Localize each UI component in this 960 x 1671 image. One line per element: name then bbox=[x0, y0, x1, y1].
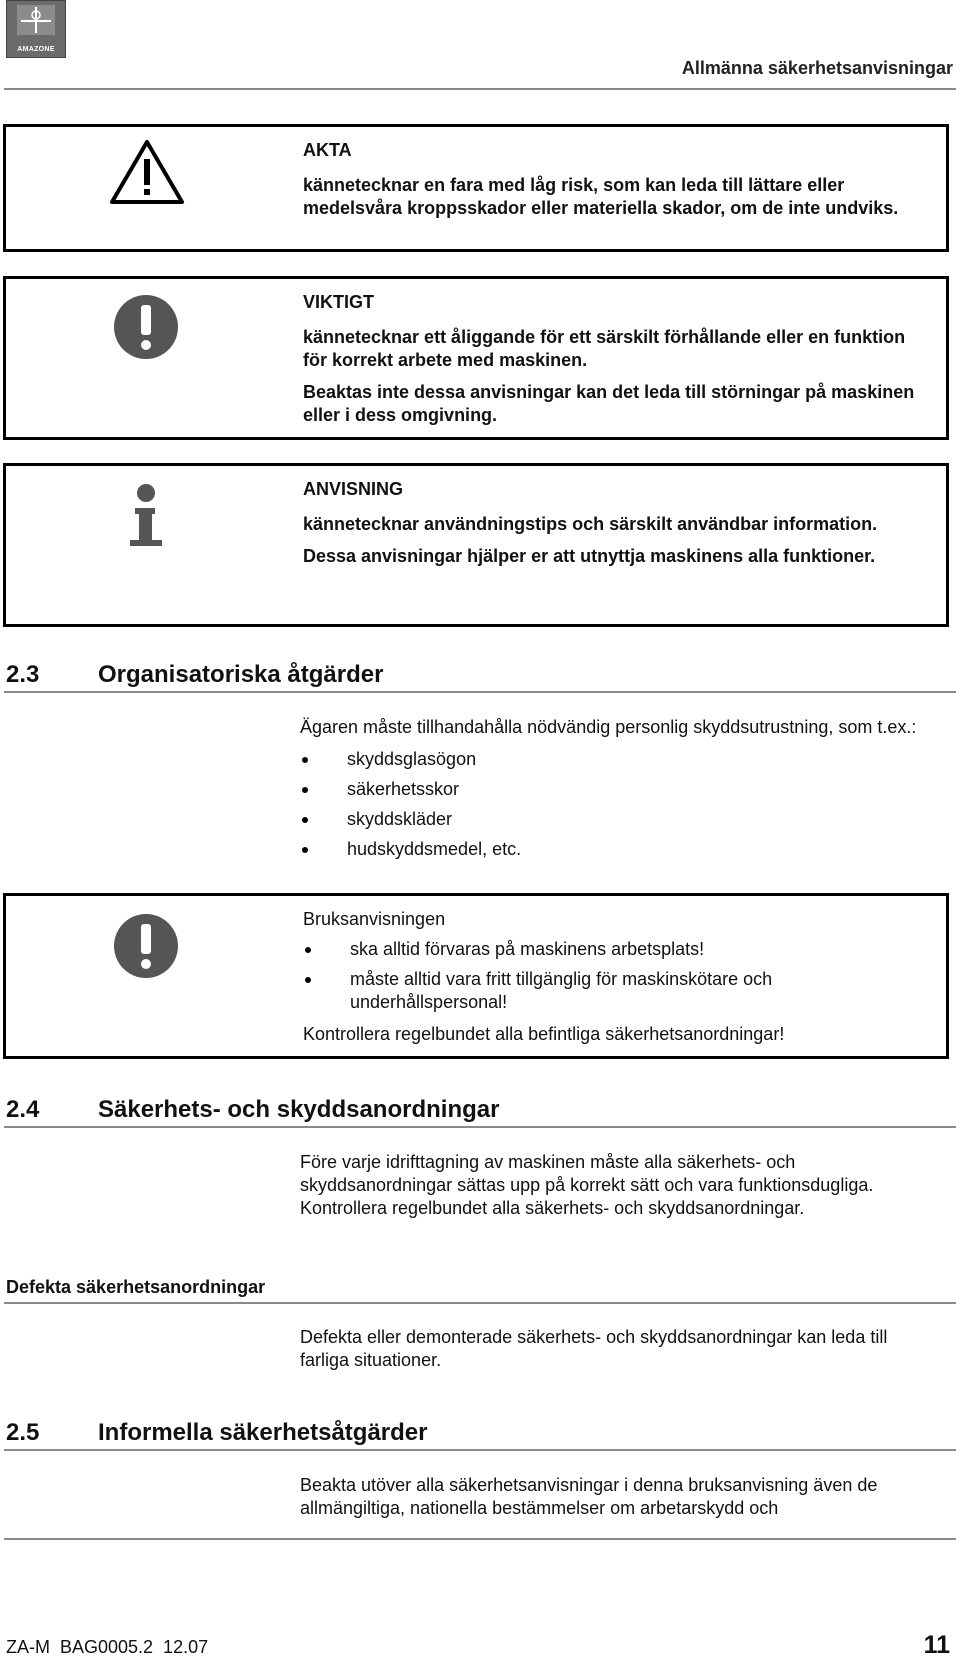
list-item: säkerhetsskor bbox=[300, 778, 940, 801]
caution-heading: AKTA bbox=[303, 140, 352, 160]
section-2-3-title bbox=[6, 661, 383, 689]
section-number: 2.4 bbox=[6, 1096, 40, 1123]
section-2-3-body bbox=[300, 716, 940, 861]
section-2-4-text: Före varje idrifttagning av maskinen måste alla säkerhets- och skyddsanordningar sättas upp på korrekt sätt och vara funktionsdugliga. Kontrollera regelbundet alla säkerhets- och skyddsanordningar. bbox=[300, 1152, 874, 1218]
info-icon bbox=[128, 484, 164, 553]
header-divider bbox=[4, 88, 956, 90]
section-divider bbox=[4, 691, 956, 693]
defective-devices-text: Defekta eller demonterade säkerhets- och skyddsanordningar kan leda till farliga situationer. bbox=[300, 1327, 888, 1370]
list-item: måste alltid vara fritt tillgänglig för maskinskötare och underhållspersonal! bbox=[303, 968, 926, 1014]
ppe-list bbox=[300, 748, 940, 861]
manual-intro: Bruksanvisningen bbox=[303, 909, 446, 929]
page-header-title: Allmänna säkerhetsanvisningar bbox=[681, 58, 953, 78]
note-text-2: Dessa anvisningar hjälper er att utnyttja maskinens alla funktioner. bbox=[303, 546, 876, 566]
note-box bbox=[3, 463, 949, 627]
defective-devices-body bbox=[300, 1326, 940, 1372]
list-item: hudskyddsmedel, etc. bbox=[300, 838, 940, 861]
list-item: skyddskläder bbox=[300, 808, 940, 831]
footer-doc-code: ZA-M BAG0005.2 12.07 bbox=[6, 1637, 209, 1657]
exclamation-circle-icon bbox=[112, 912, 180, 985]
section-number: 2.3 bbox=[6, 661, 40, 688]
section-title-text: Informella säkerhetsåtgärder bbox=[98, 1419, 428, 1446]
logo-emblem-icon bbox=[7, 1, 65, 41]
page-number: 11 bbox=[923, 1631, 950, 1659]
section-title-text: Organisatoriska åtgärder bbox=[98, 661, 384, 688]
caution-text: kännetecknar en fara med låg risk, som kan leda till lättare eller medelsvåra kroppsskador eller materiella skador, om de inte undviks. bbox=[303, 175, 899, 218]
section-2-5-title bbox=[6, 1419, 427, 1447]
section-2-4-body bbox=[300, 1151, 940, 1220]
section-divider bbox=[4, 1126, 956, 1128]
note-heading: ANVISNING bbox=[303, 479, 404, 499]
important-text-2: Beaktas inte dessa anvisningar kan det leda till störningar på maskinen eller i dess omgivning. bbox=[303, 382, 915, 425]
section-number: 2.5 bbox=[6, 1419, 40, 1446]
list-item: skyddsglasögon bbox=[300, 748, 940, 771]
caution-box bbox=[3, 124, 949, 252]
sub-divider bbox=[4, 1302, 956, 1304]
section-title-text: Säkerhets- och skyddsanordningar bbox=[98, 1096, 500, 1123]
warning-triangle-icon bbox=[109, 139, 185, 210]
amazone-logo bbox=[6, 0, 66, 58]
exclamation-circle-icon bbox=[112, 293, 180, 366]
section-divider bbox=[4, 1449, 956, 1451]
list-item: ska alltid förvaras på maskinens arbetsplats! bbox=[303, 938, 926, 961]
note-text-1: kännetecknar användningstips och särskilt användbar information. bbox=[303, 514, 878, 534]
ppe-intro: Ägaren måste tillhandahålla nödvändig personlig skyddsutrustning, som t.ex.: bbox=[300, 717, 917, 737]
defective-devices-heading: Defekta säkerhetsanordningar bbox=[6, 1277, 266, 1297]
section-2-4-title bbox=[6, 1096, 499, 1124]
important-text-1: kännetecknar ett åliggande för ett särskilt förhållande eller en funktion för korrekt arbete med maskinen. bbox=[303, 327, 906, 370]
important-heading: VIKTIGT bbox=[303, 292, 374, 312]
manual-important-box bbox=[3, 893, 949, 1059]
manual-outro: Kontrollera regelbundet alla befintliga säkerhetsanordningar! bbox=[303, 1024, 785, 1044]
footer-divider bbox=[4, 1538, 956, 1540]
section-2-5-body bbox=[300, 1474, 940, 1520]
manual-list bbox=[303, 938, 926, 1014]
important-box bbox=[3, 276, 949, 440]
logo-text: AMAZONE bbox=[17, 46, 55, 53]
section-2-5-text: Beakta utöver alla säkerhetsanvisningar i denna bruksanvisning även de allmängiltiga, nationella bestämmelser om arbetarskydd och bbox=[300, 1475, 878, 1518]
